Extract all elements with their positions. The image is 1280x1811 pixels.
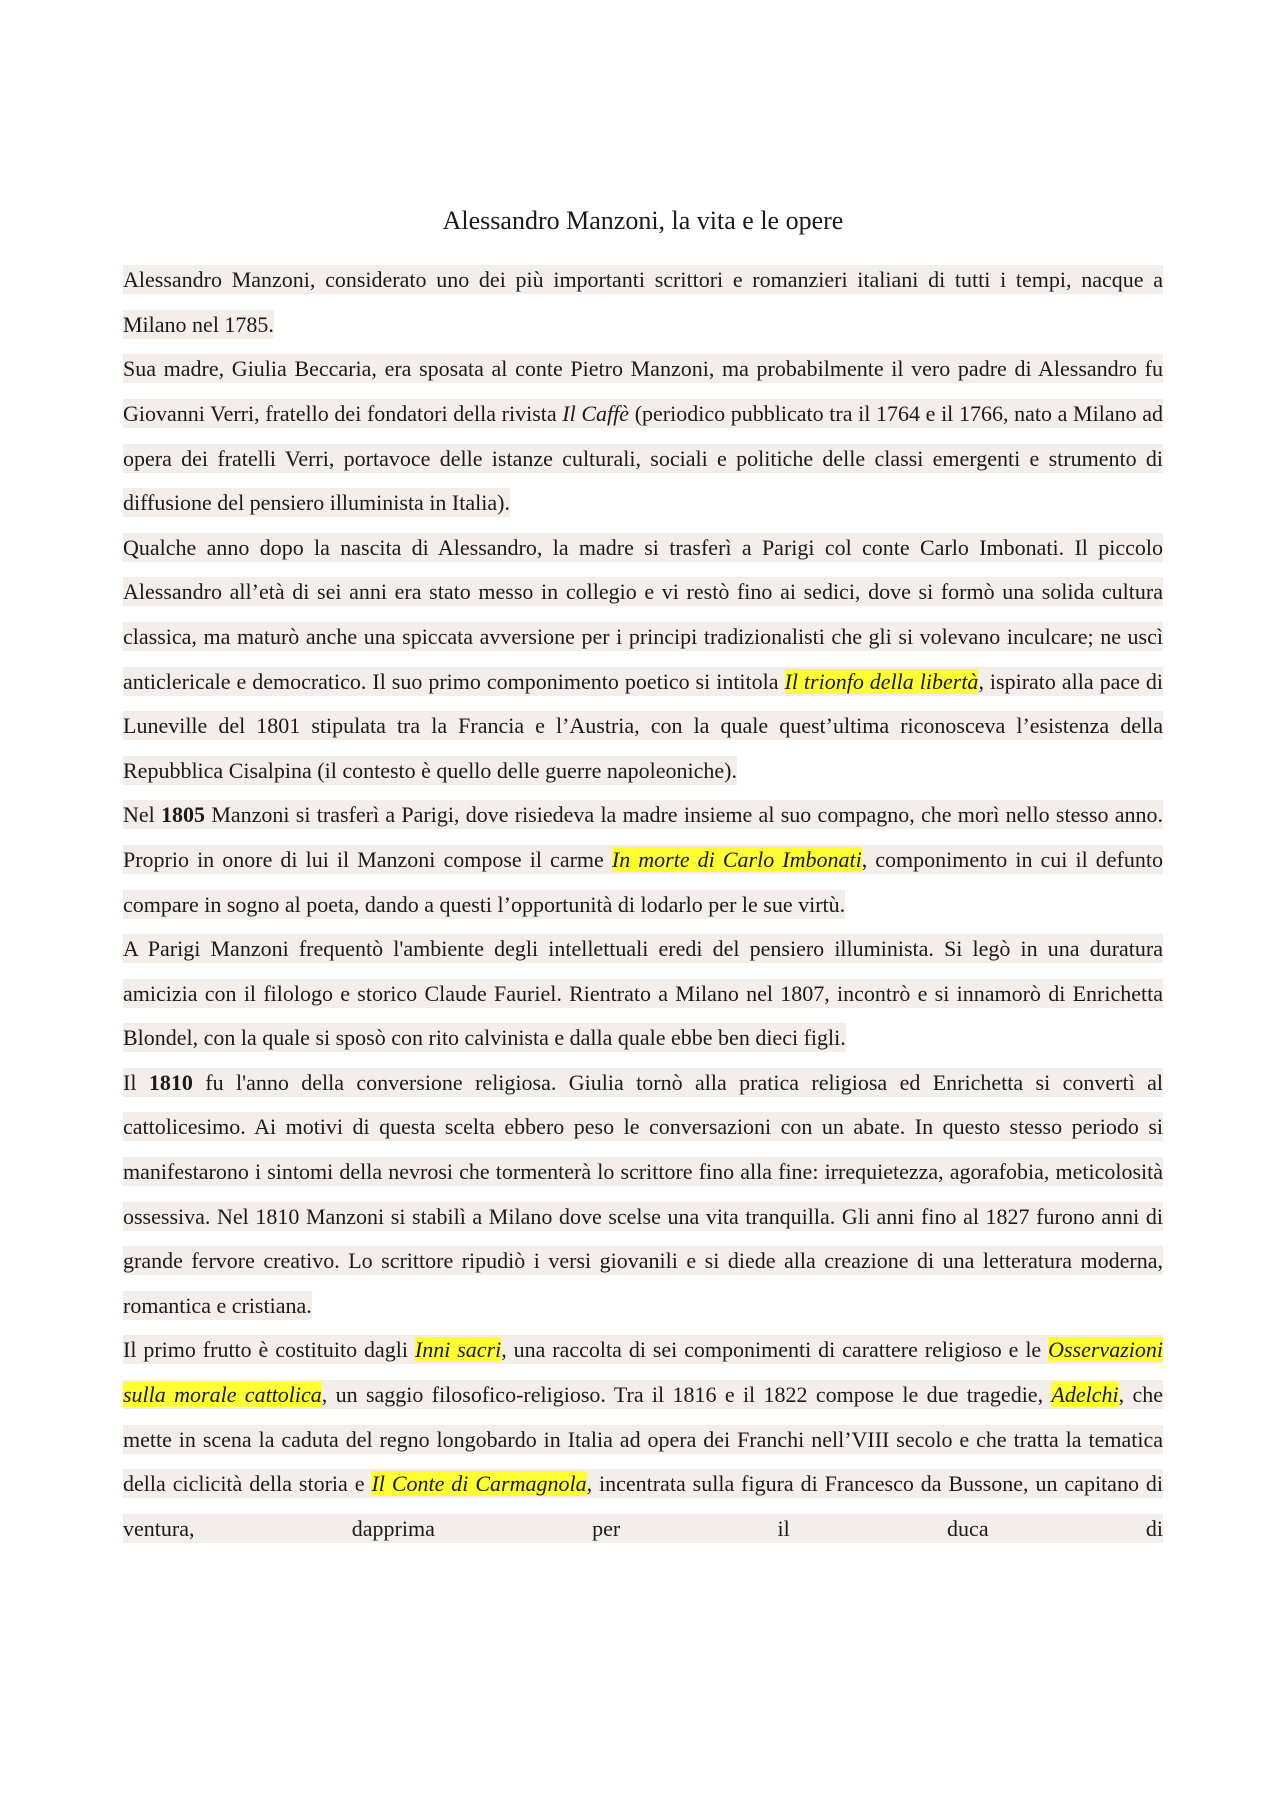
paragraph — [123, 927, 1163, 1061]
paragraph — [123, 793, 1163, 927]
highlighted-title: Il trionfo della libertà — [784, 668, 979, 694]
text-run: Nel — [123, 802, 162, 828]
paragraph-text — [123, 354, 1163, 517]
text-run: , incentrata sulla figura di Francesco da Bussone, un capitano di ventura, dapprima per il duca di — [123, 1471, 1163, 1541]
text-run: Il primo frutto è costituito dagli — [123, 1337, 415, 1363]
paragraph-text — [123, 800, 1163, 918]
paragraph-text — [123, 1335, 1163, 1542]
text-run: Sua madre, Giulia Beccaria, era sposata al conte Pietro Manzoni, ma probabilmente il vero padre di Alessandro fu Giovanni Verri, fratello dei fondatori della rivista — [123, 356, 1163, 426]
document-body — [123, 258, 1163, 1551]
document-title: Alessandro Manzoni, la vita e le opere — [442, 206, 844, 235]
paragraph — [123, 258, 1163, 347]
bold-year: 1810 — [148, 1069, 193, 1095]
highlighted-title: Osservazioni sulla morale cattolica — [123, 1337, 1163, 1408]
text-run: , ispirato alla pace di Luneville del 1801 stipulata tra la Francia e l’Austria, con la quale quest’ultima riconosceva l’esistenza della Repubblica Cisalpina (il contesto è quello delle guerre napoleoniche). — [123, 668, 1163, 783]
text-run: Alessandro Manzoni, considerato uno dei più importanti scrittori e romanzieri italiani di tutti i tempi, nacque a Milano nel 1785. — [123, 267, 1163, 337]
paragraph-text — [123, 934, 1163, 1052]
paragraph — [123, 1328, 1163, 1551]
paragraph-text — [123, 1068, 1163, 1320]
text-run: Il — [123, 1069, 149, 1095]
text-run: , un saggio filosofico-religioso. Tra il 1816 e il 1822 compose le due tragedie, — [321, 1382, 1052, 1408]
italic-title: Il Caffè — [562, 400, 630, 426]
paragraph-text — [123, 533, 1163, 785]
document-page — [123, 205, 1163, 1551]
text-run: Manzoni si trasferì a Parigi, dove risiedeva la madre insieme al suo compagno, che morì nello stesso anno. Proprio in onore di lui il Manzoni compose il carme — [123, 802, 1163, 872]
text-run: , che mette in scena la caduta del regno longobardo in Italia ad opera dei Franchi nell’VIII secolo e che tratta la tematica della ciclicità della storia e — [123, 1382, 1163, 1497]
bold-year: 1805 — [161, 802, 206, 828]
paragraph-text — [123, 265, 1163, 339]
text-run: , componimento in cui il defunto compare in sogno al poeta, dando a questi l’opportunità di lodarlo per le sue virtù. — [123, 846, 1163, 917]
highlighted-title: Il Conte di Carmagnola — [371, 1471, 587, 1497]
highlighted-title: In morte di Carlo Imbonati — [611, 846, 862, 872]
text-run: A Parigi Manzoni frequentò l'ambiente degli intellettuali eredi del pensiero illuminista. Si legò in una duratura amicizia con il filologo e storico Claude Fauriel. Rientrato a Milano nel 1807, incontrò e si innamorò di Enrichetta Blondel, con la quale si sposò con rito calvinista e dalla quale ebbe ben dieci figli. — [123, 936, 1163, 1051]
paragraph — [123, 526, 1163, 794]
paragraph — [123, 1061, 1163, 1329]
text-run: Qualche anno dopo la nascita di Alessandro, la madre si trasferì a Parigi col conte Carlo Imbonati. Il piccolo Alessandro all’età di sei anni era stato messo in collegio e vi restò fino ai sedici, dove si formò una solida cultura classica, ma maturò anche una spiccata avversione per i principi tradizionalisti che gli si volevano inculcare; ne uscì anticlericale e democratico. Il suo primo componimento poetico si intitola — [123, 534, 1163, 694]
highlighted-title: Inni sacri — [414, 1337, 502, 1363]
text-run: fu l'anno della conversione religiosa. Giulia tornò alla pratica religiosa ed Enrichetta si convertì al cattolicesimo. Ai motivi di questa scelta ebbero peso le conversazioni con un abate. In questo stesso periodo si manifestarono i sintomi della nevrosi che tormenterà lo scrittore fino alla fine: irrequietezza, agorafobia, meticolosità ossessiva. Nel 1810 Manzoni si stabilì a Milano dove scelse una vita tranquilla. Gli anni fino al 1827 furono anni di grande fervore creativo. Lo scrittore ripudiò i versi giovanili e si diede alla creazione di una letteratura moderna, romantica e cristiana. — [123, 1069, 1163, 1318]
paragraph — [123, 347, 1163, 525]
text-run: , una raccolta di sei componimenti di carattere religioso e le — [501, 1337, 1049, 1363]
highlighted-title: Adelchi — [1051, 1382, 1119, 1408]
text-run: (periodico pubblicato tra il 1764 e il 1766, nato a Milano ad opera dei fratelli Verri, portavoce delle istanze culturali, sociali e politiche delle classi emergenti e strumento di diffusione del pensiero illuminista in Italia). — [123, 400, 1163, 516]
